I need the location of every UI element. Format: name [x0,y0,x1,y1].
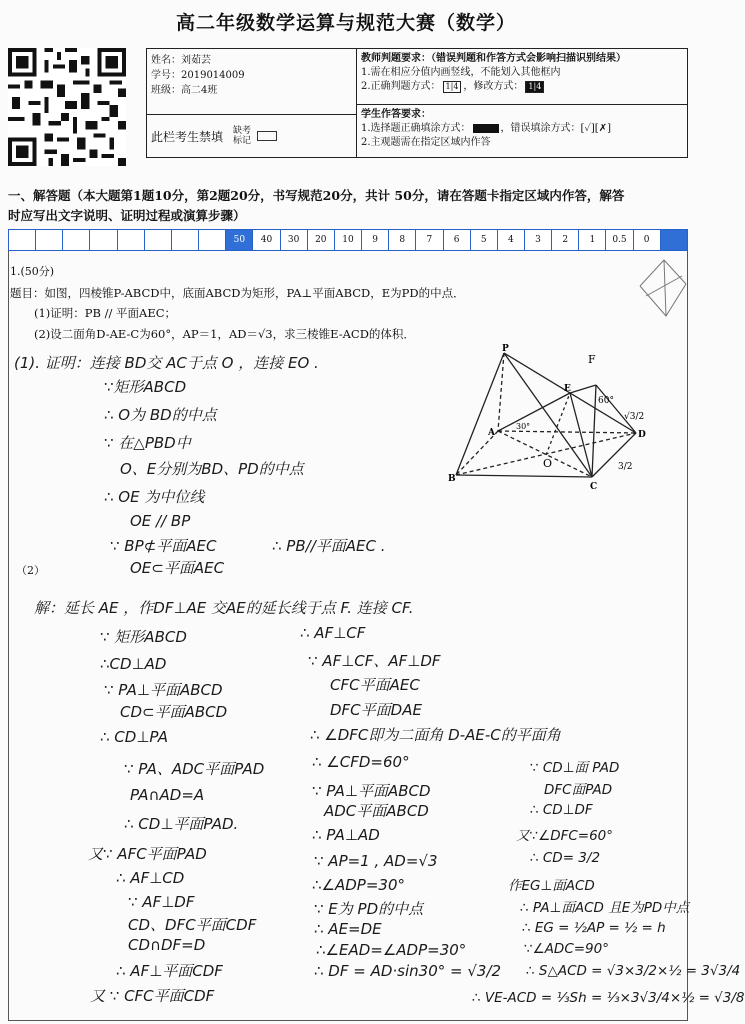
hand4-line: ∴ CD⊥DF [530,802,593,818]
score-blank-cell [90,230,117,250]
student-requirements [357,105,687,157]
teacher-rule-2-text: 2.正确判题方式： [361,81,441,92]
hand1-line: ∴ PB//平面AEC . [272,537,386,555]
score-cell-0.5[interactable]: 0.5 [606,230,633,250]
hand3-line: ∴ ∠CFD=60° [312,753,410,771]
pyramid-figure [446,344,686,497]
label-E: E [564,384,571,394]
label-O: O [543,457,553,470]
score-cell-8[interactable]: 8 [389,230,416,250]
score-row [8,229,688,251]
teacher-rule-2 [361,80,683,94]
score-cell-6[interactable]: 6 [444,230,471,250]
hand2-line: 解：延长 AE ，作DF⊥AE 交AE的延长线于点 F. 连接 CF. [34,599,414,617]
hand2-line: ∴ CD⊥PA [100,728,168,746]
hand4-line: 作EG⊥面ACD [508,878,595,894]
score-blank-cell [63,230,90,250]
score-cell-9[interactable]: 9 [362,230,389,250]
hand3-line: CFC平面AEC [330,676,420,694]
hand1-line: O、E分别为BD、PD的中点 [120,460,304,478]
question-sub-2: (2)设二面角D-AE-C为60°，AP＝1，AD＝√3，求三棱锥E-ACD的体积． [34,327,415,341]
score-cell-0[interactable]: 0 [634,230,661,250]
student-id: 学号：2019014009 [151,70,245,81]
student-class: 班级：高二4班 [151,85,218,96]
label-F: F [588,353,596,366]
forbid-label: 此栏考生禁填 [151,129,224,144]
score-cell-1[interactable]: 1 [579,230,606,250]
section-line-2: 时应写出文字说明、证明过程或演算步骤） [8,208,246,223]
score-blank-cell [145,230,172,250]
label-30: 30° [516,422,531,431]
hand2-line: ∴ AF⊥平面CDF [116,962,223,980]
hand2-line: PA∩AD=A [130,786,205,804]
label-C: C [590,482,598,492]
forbid-area [147,115,356,157]
part-2-label: （2） [16,564,45,577]
section-line-1: 一、解答题（本大题第1题10分，第2题20分，书写规范20分，共计 50分，请在答题卡指定区域内作答，解答 [8,188,625,203]
score-blank-cell [172,230,199,250]
hand4-line: ∴ VE-ACD = ⅓Sh = ⅓×3√3/4×½ = √3/8 [472,990,745,1006]
score-cell-5[interactable]: 5 [471,230,498,250]
label-B: B [448,474,456,484]
score-end-cell [661,230,687,250]
hand1-line: (1). 证明：连接 BD交 AC于点 O ，连接 EO . [14,354,319,372]
hand2-line: 又 ∵ CFC平面CDF [90,987,215,1005]
student-name: 姓名：刘茹芸 [151,55,211,66]
score-cell-20[interactable]: 20 [308,230,335,250]
score-blank-cell [36,230,63,250]
hand3-line: ∴∠EAD=∠ADP=30° [316,941,467,959]
hand1-line: ∴ OE 为中位线 [104,488,205,506]
absent-checkbox[interactable] [257,131,277,141]
hand4-line: ∴ PA⊥面ACD 且E为PD中点 [520,900,690,916]
info-box [146,48,688,158]
hand2-line: CD∩DF=D [128,936,206,954]
section-heading [8,186,688,226]
label-D: D [638,430,646,440]
hand2-line: ∵ AF⊥DF [128,893,195,911]
hand4-line: ∴ EG = ½AP = ½ = h [522,920,666,936]
student-details [147,49,356,115]
teacher-req-heading: 教师判题要求： [361,53,431,64]
hand3-line: ∵ PA⊥平面ABCD [312,782,431,800]
filled-sample [473,124,499,133]
student-req-heading: 学生作答要求： [361,109,431,120]
hand3-line: ∵ AP=1 , AD=√3 [314,852,438,870]
teacher-rule-2-text-b: ，修改方式： [463,81,524,92]
score-blank-cell [118,230,145,250]
hand3-line: ∴ AF⊥CF [300,624,366,642]
score-cell-4[interactable]: 4 [498,230,525,250]
score-blank-cell [199,230,226,250]
hand1-line: OE⊂平面AEC [130,559,225,577]
teacher-req-warning: （错误判题和作答方式会影响扫描识别结果） [431,53,626,64]
label-60: 60° [598,396,614,406]
hand4-line: 又∵∠DFC=60° [516,828,614,844]
teacher-rule-1: 1.需在相应分值内画竖线，不能划入其他框内 [361,67,561,78]
hand3-line: ∵ AF⊥CF、AF⊥DF [308,652,441,670]
hand2-line: ∴CD⊥AD [100,655,167,673]
student-rule-2: 2.主观题需在指定区域内作答 [361,137,491,148]
hand2-line: ∴ CD⊥平面PAD. [124,815,239,833]
hand3-line: ADC平面ABCD [324,802,429,820]
hand4-line: ∴ S△ACD = √3×3/2×½ = 3√3/4 [526,963,741,979]
label-3-2: 3/2 [618,462,633,472]
modify-mark-sample: 1|4 [525,81,544,93]
margin-sketch [636,256,688,326]
hand4-line: ∵∠ADC=90° [524,941,609,957]
hand3-line: ∴ AE=DE [314,920,382,938]
question-sub-1: (1)证明：PB // 平面AEC； [34,306,177,320]
question-label: 1.(50分) [10,265,55,278]
score-cell-7[interactable]: 7 [416,230,443,250]
hand1-line: ∵ BP⊄平面AEC [110,537,217,555]
label-sqrt3-2: √3/2 [624,412,645,422]
student-rule-1 [361,122,683,136]
hand2-line: ∴ AF⊥CD [116,869,185,887]
score-cell-50[interactable]: 50 [226,230,253,250]
label-P: P [502,344,509,354]
hand4-line: ∴ CD= 3/2 [530,850,601,866]
qr-code [8,48,126,166]
teacher-requirements [357,49,687,105]
hand1-line: OE // BP [130,512,191,530]
correct-mark-sample: 1|4 [443,81,462,93]
question-text: 题目：如图，四棱锥P-ABCD中，底面ABCD为矩形，PA⊥平面ABCD，E为PD的中点． [10,286,465,300]
hand3-line: DFC平面DAE [330,701,422,719]
hand3-line: ∴∠ADP=30° [312,876,406,894]
hand4-line: DFC面PAD [544,782,613,798]
page-title: 高二年级数学运算与规范大赛（数学） [175,12,516,34]
hand2-line: ∵ 矩形ABCD [100,628,187,646]
score-cell-30[interactable]: 30 [281,230,308,250]
hand2-line: ∵ PA、ADC平面PAD [124,760,265,778]
score-cell-2[interactable]: 2 [552,230,579,250]
hand1-line: ∴ O为 BD的中点 [104,406,217,424]
hand2-line: CD⊂平面ABCD [120,703,228,721]
absent-label-2: 标记 [233,136,252,146]
label-A: A [488,428,495,438]
score-blank-cell [9,230,36,250]
hand3-line: ∴ DF = AD·sin30° = √3/2 [314,962,502,980]
hand2-line: CD、DFC平面CDF [128,916,257,934]
hand3-line: ∴ ∠DFC即为二面角 D-AE-C的平面角 [310,726,561,744]
hand1-line: ∵ 在△PBD中 [104,434,191,452]
score-cell-40[interactable]: 40 [253,230,280,250]
requirements [357,49,687,157]
hand2-line: 又∵ AFC平面PAD [88,845,207,863]
student-rule-1-text-b: ，错误填涂方式：[✓][✗] [500,123,611,134]
hand1-line: ∵矩形ABCD [104,378,187,396]
student-info [147,49,357,157]
score-cell-10[interactable]: 10 [335,230,362,250]
hand3-line: ∵ E为 PD的中点 [314,900,424,918]
student-rule-1-text: 1.选择题正确填涂方式： [361,123,471,134]
hand4-line: ∵ CD⊥面 PAD [530,760,620,776]
hand2-line: ∵ PA⊥平面ABCD [104,681,223,699]
absent-label [233,126,251,146]
score-cell-3[interactable]: 3 [525,230,552,250]
absent-label-1: 缺考 [233,126,252,136]
hand3-line: ∴ PA⊥AD [312,826,380,844]
